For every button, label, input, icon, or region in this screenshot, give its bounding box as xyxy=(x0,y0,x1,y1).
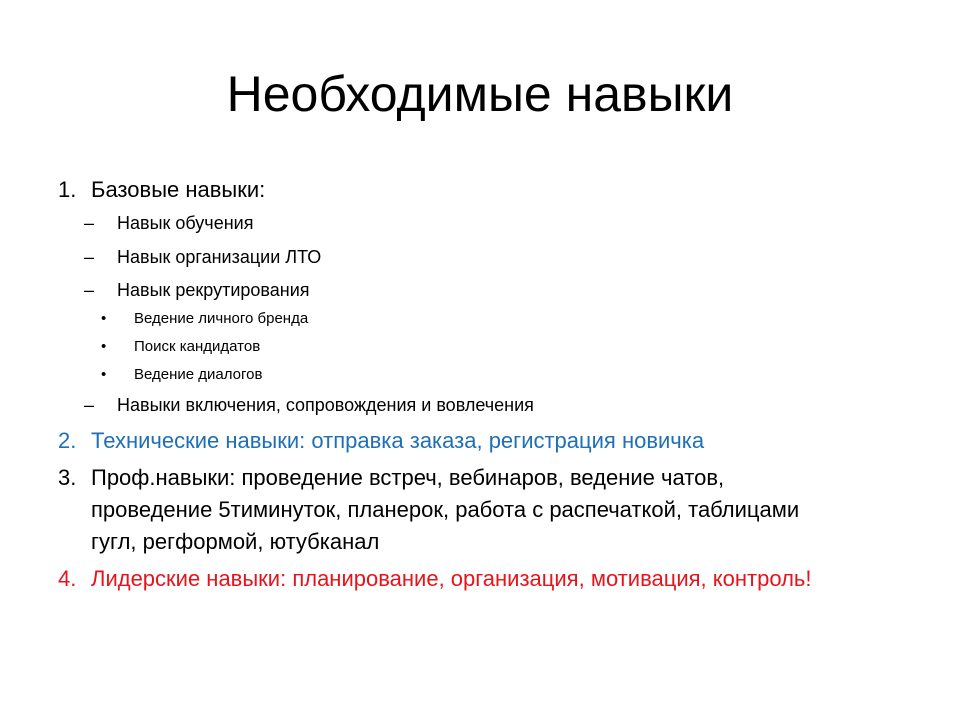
bullet-marker: • xyxy=(101,366,107,383)
list-number: 3. xyxy=(58,465,77,490)
list-item-text-line-3: гугл, регформой, ютубканал xyxy=(91,529,380,554)
sub-item-text: Навык организации ЛТО xyxy=(117,247,322,267)
list-number: 2. xyxy=(58,428,77,453)
sub-item-text: Навык рекрутирования xyxy=(117,280,310,300)
list-item-text-line-2: проведение 5тиминуток, планерок, работа с распечаткой, таблицами xyxy=(91,497,800,522)
dash-marker: – xyxy=(84,247,95,267)
dash-marker: – xyxy=(84,280,95,300)
sub-item-text: Навыки включения, сопровождения и вовлечения xyxy=(117,395,534,415)
dash-marker: – xyxy=(84,213,95,233)
subsub-item-text: Поиск кандидатов xyxy=(134,338,261,355)
list-item-text-line-1: Проф.навыки: проведение встреч, вебинаров, ведение чатов, xyxy=(91,465,725,490)
list-item-text: Базовые навыки: xyxy=(91,177,266,202)
slide-title: Необходимые навыки xyxy=(226,66,734,122)
list-number: 1. xyxy=(58,177,77,202)
list-item-text: Технические навыки: отправка заказа, регистрация новичка xyxy=(91,428,705,453)
dash-marker: – xyxy=(84,395,95,415)
bullet-marker: • xyxy=(101,310,107,327)
list-number: 4. xyxy=(58,566,77,591)
subsub-item-text: Ведение диалогов xyxy=(134,366,263,383)
list-item-text: Лидерские навыки: планирование, организация, мотивация, контроль! xyxy=(91,566,812,591)
bullet-marker: • xyxy=(101,338,107,355)
subsub-item-text: Ведение личного бренда xyxy=(134,310,309,327)
sub-item-text: Навык обучения xyxy=(117,213,254,233)
